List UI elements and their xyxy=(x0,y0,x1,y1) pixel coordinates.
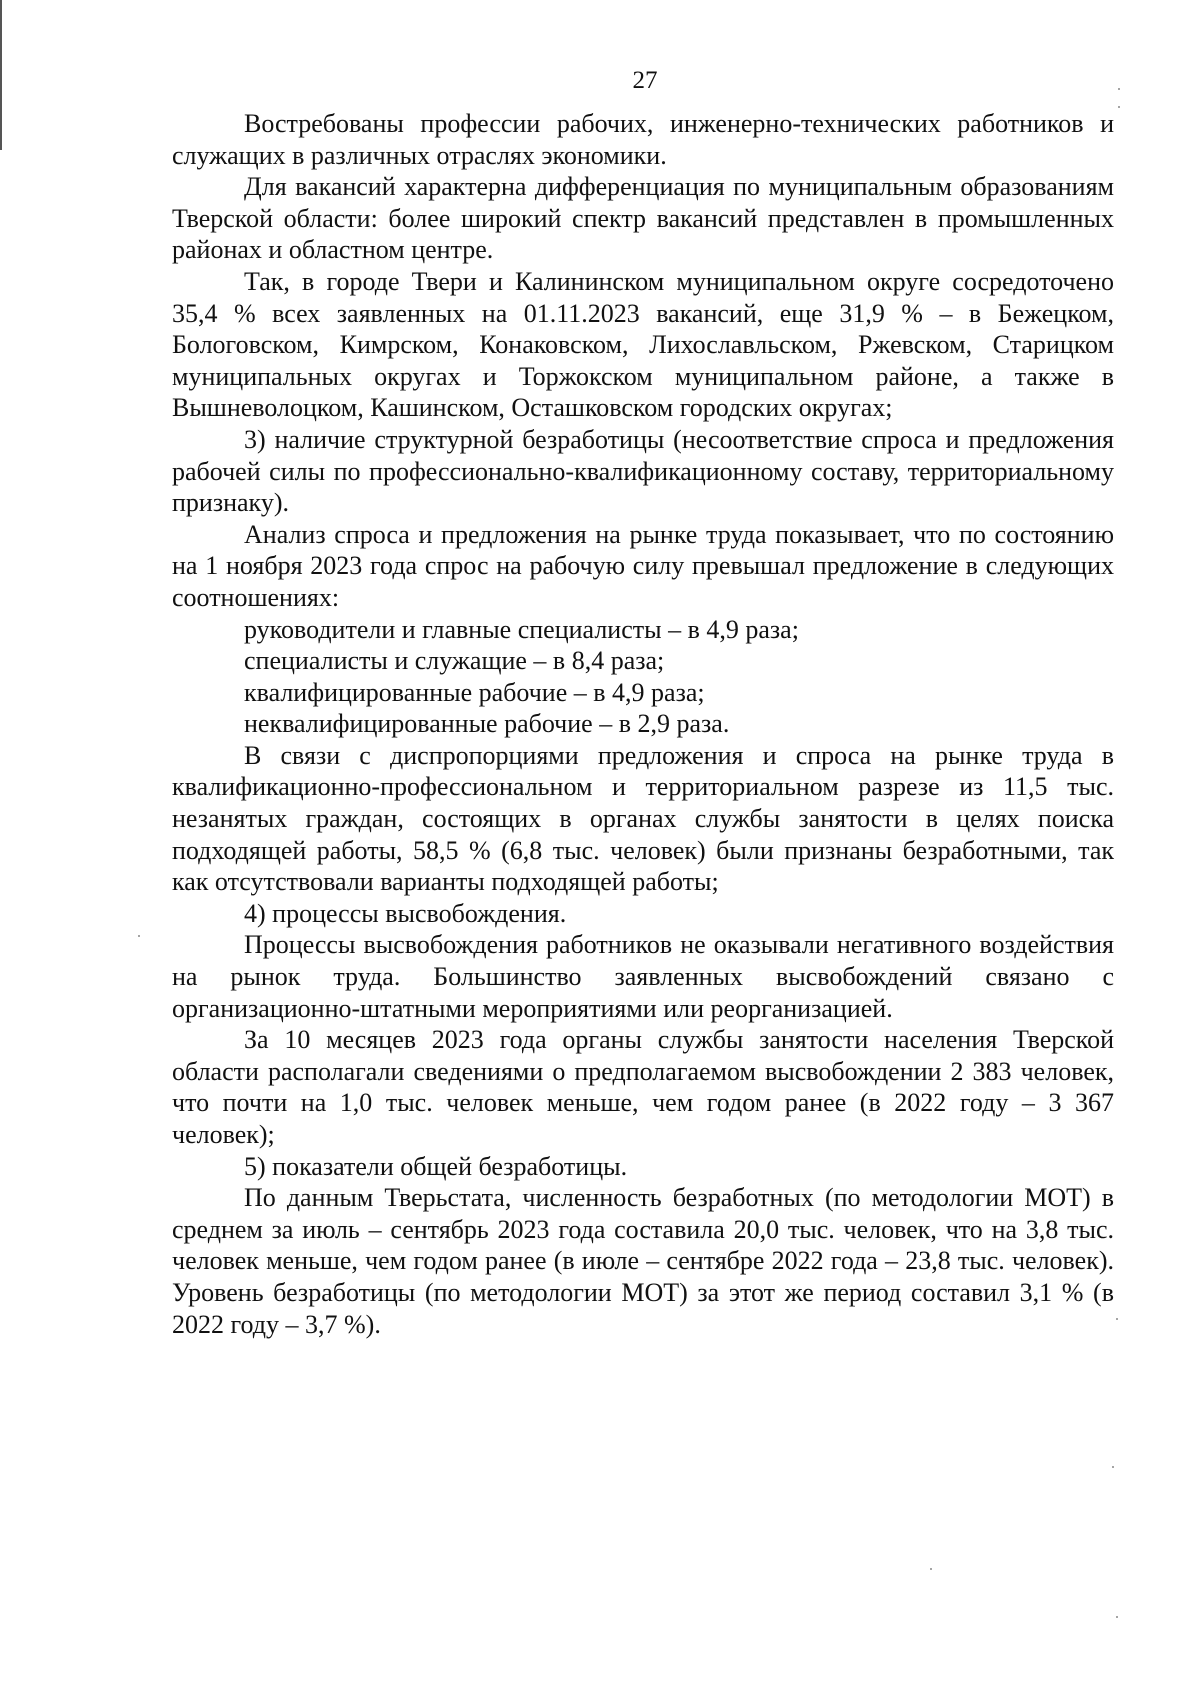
paragraph-tverstat-unemployment: По данным Тверьстата, численность безработных (по методологии МОТ) в среднем за июль – сентябрь 2023 года составила 20,0 тыс. человек, что на 3,8 тыс. человек меньше, чем годом ранее (в июле – сентябре 2022 года – 23,8 тыс. человек). Уровень безработицы (по методологии МОТ) за этот же период составил 3,1 % (в 2022 году – 3,7 %). xyxy=(172,1183,1114,1339)
scan-speck xyxy=(1118,88,1120,90)
paragraph-release-impact: Процессы высвобождения работников не оказывали негативного воздействия на рынок труда. Большинство заявленных высвобождений связано с организационно-штатными мероприятиями или реорганизацией. xyxy=(172,930,1114,1023)
scan-speck xyxy=(1116,1616,1118,1618)
list-item-specialists: специалисты и служащие – в 8,4 раза; xyxy=(244,646,665,676)
paragraph-vacancy-distribution: Так, в городе Твери и Калининском муниципальном округе сосредоточено 35,4 % всех заявленных на 01.11.2023 вакансий, еще 31,9 % – в Бежецком, Бологовском, Кимрском, Конаковском, Лихославльском, Ржевском, Старицком муниципальных округах и Торжокском муниципальном районе, а также в Вышневолоцком, Кашинском, Осташковском городских округах; xyxy=(172,266,1114,423)
document-body xyxy=(172,108,1114,1340)
scan-speck xyxy=(930,1568,932,1570)
list-item-unskilled-workers: неквалифицированные рабочие – в 2,9 раза. xyxy=(244,709,730,739)
scan-speck xyxy=(1112,1466,1114,1468)
paragraph-general-unemployment-heading: 5) показатели общей безработицы. xyxy=(244,1151,628,1181)
paragraph-disproportions: В связи с диспропорциями предложения и спроса на рынке труда в квалификационно-профессиональном и территориальном разрезе из 11,5 тыс. незанятых граждан, состоящих в органах службы занятости в целях поиска подходящей работы, 58,5 % (6,8 тыс. человек) были признаны безработными, так как отсутствовали варианты подходящей работы; xyxy=(172,740,1114,897)
scan-speck xyxy=(138,935,140,937)
scan-speck xyxy=(1116,1318,1118,1320)
paragraph-structural-unemployment: 3) наличие структурной безработицы (несоответствие спроса и предложения рабочей силы по профессионально-квалификационному составу, территориальному признаку). xyxy=(172,424,1114,518)
list-item-managers: руководители и главные специалисты – в 4,9 раза; xyxy=(244,614,799,644)
paragraph-vacancy-differentiation: Для вакансий характерна дифференциация по муниципальным образованиям Тверской области: более широкий спектр вакансий представлен в промышленных районах и областном центре. xyxy=(172,172,1114,265)
page-number: 27 xyxy=(632,67,658,94)
paragraph-demand-supply-analysis: Анализ спроса и предложения на рынке труда показывает, что по состоянию на 1 ноября 2023 года спрос на рабочую силу превышал предложение в следующих соотношениях: xyxy=(172,519,1114,612)
paragraph-demanded-professions: Востребованы профессии рабочих, инженерно-технических работников и служащих в различных отраслях экономики. xyxy=(172,109,1114,170)
paragraph-release-processes-heading: 4) процессы высвобождения. xyxy=(244,898,567,928)
list-item-skilled-workers: квалифицированные рабочие – в 4,9 раза; xyxy=(244,677,705,707)
paragraph-release-statistics: За 10 месяцев 2023 года органы службы занятости населения Тверской области располагали сведениями о предполагаемом высвобождении 2 383 человек, что почти на 1,0 тыс. человек меньше, чем годом ранее (в 2022 году – 3 367 человек); xyxy=(172,1025,1114,1149)
scan-speck xyxy=(1118,106,1120,108)
